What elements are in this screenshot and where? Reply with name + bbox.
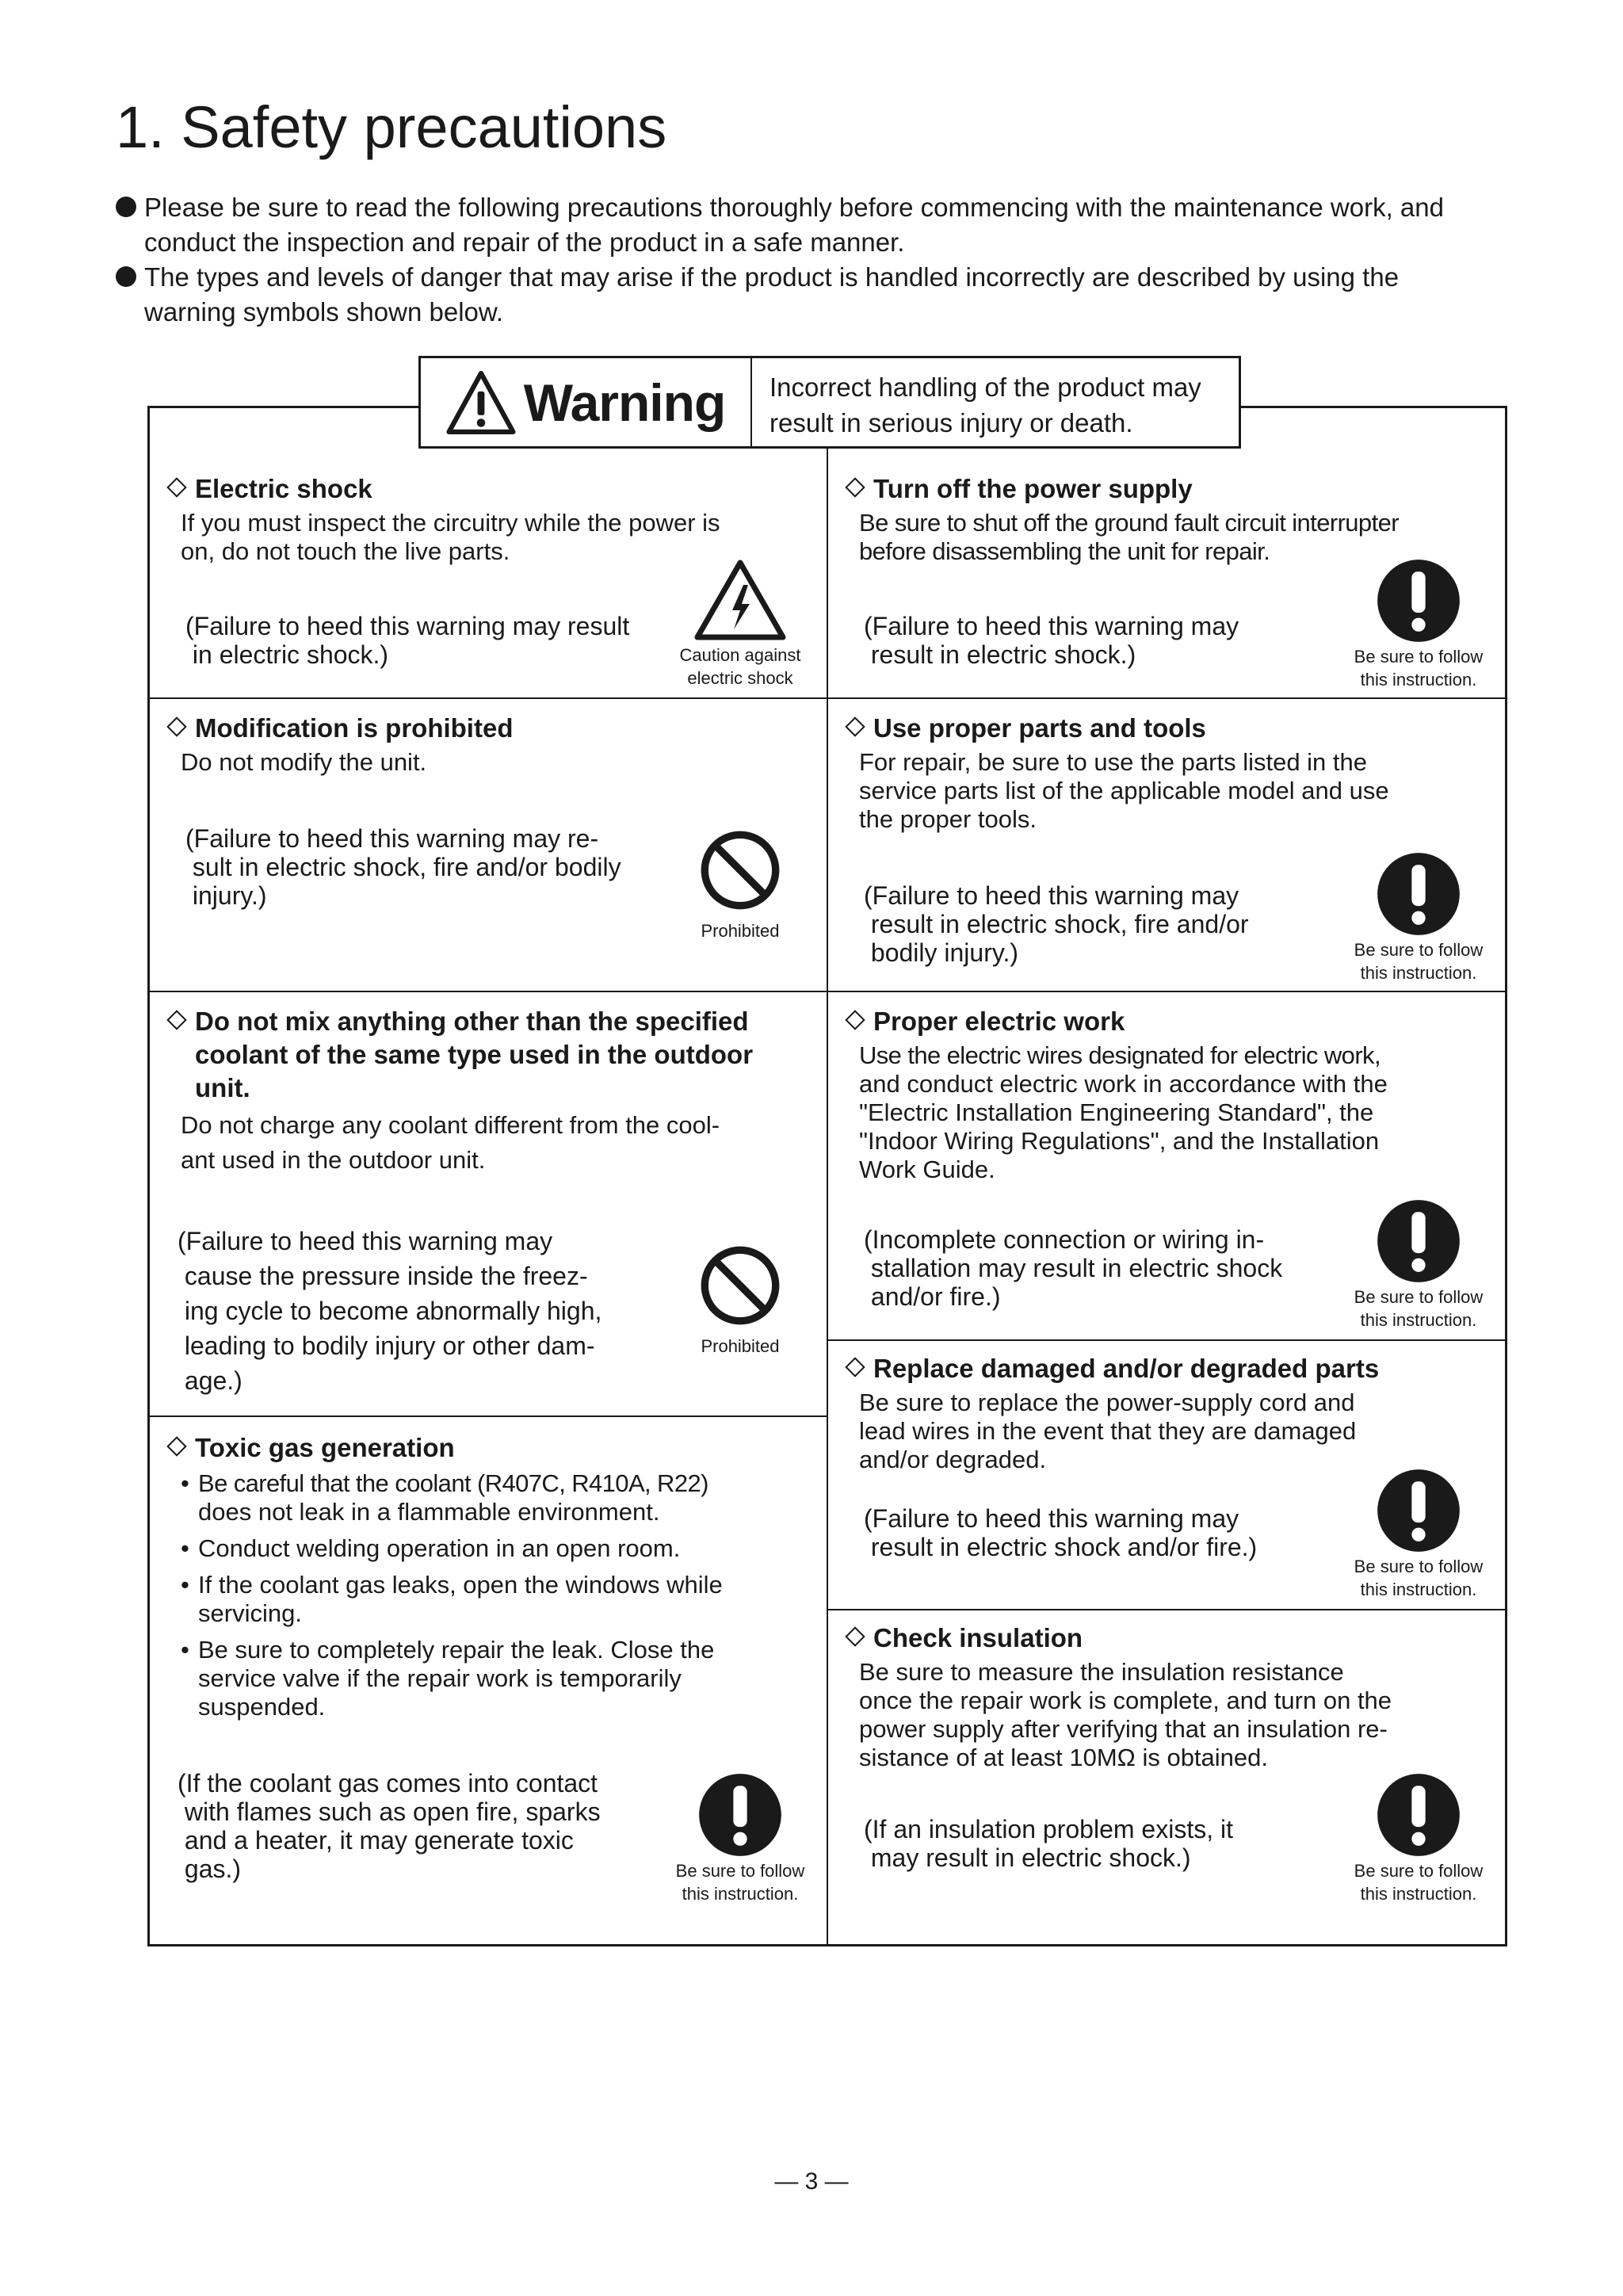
diamond-icon <box>845 716 865 736</box>
diamond-icon <box>845 1010 865 1030</box>
row-divider <box>149 991 1506 992</box>
cell-note: (Failure to heed this warning may result in electric shock.) <box>185 612 630 669</box>
cell-check-insulation: Check insulation Be sure to measure the insulation resistance once the repair work is complete, and turn on the power supply after verifying that an insulation re- sistance of at least 10MΩ is obtained. <box>845 1622 1495 1772</box>
column-divider <box>827 408 828 1944</box>
warning-triangle-icon <box>446 370 516 435</box>
warning-label <box>421 358 752 446</box>
list-item: • Be sure to completely repair the leak. Close the service valve if the repair work is temporarily suspended. <box>181 1636 800 1721</box>
exclamation-circle-icon <box>1376 851 1461 937</box>
list-item: • If the coolant gas leaks, open the windows while servicing. <box>181 1571 800 1628</box>
diamond-icon <box>845 1357 865 1377</box>
cell-note: (If the coolant gas comes into contact with flames such as open fire, sparks and a heater, it may generate toxic gas.) <box>178 1769 601 1883</box>
cell-electric-shock: Electric shock If you must inspect the circuitry while the power is on, do not touch the live parts. <box>166 472 800 566</box>
cell-note: (Failure to heed this warning may re- sult in electric shock, fire and/or bodily injury.) <box>185 824 621 910</box>
warning-word: Warning <box>523 372 726 432</box>
intro-item: The types and levels of danger that may arise if the product is handled incorrectly are described by using the warning symbols shown below. <box>116 260 1510 330</box>
mandatory-symbol: Be sure to follow this instruction. <box>1339 1468 1498 1601</box>
diamond-icon <box>845 1626 865 1646</box>
page-number: — 3 — <box>774 2168 849 2195</box>
cell-note: (Failure to heed this warning may result in electric shock, fire and/or bodily injury.) <box>864 881 1249 967</box>
diamond-icon <box>845 477 865 497</box>
bullet-dot-icon <box>116 197 136 217</box>
mandatory-symbol: Be sure to follow this instruction. <box>1339 1198 1498 1331</box>
mandatory-symbol: Be sure to follow this instruction. <box>1339 558 1498 691</box>
row-divider <box>149 1415 827 1417</box>
cell-coolant: Do not mix anything other than the specified coolant of the same type used in the outdoor unit. Do not charge any coolant different from the cool- ant used in the outdoor unit. <box>166 1005 800 1178</box>
list-item: • Be careful that the coolant (R407C, R410A, R22) does not leak in a flammable environment. <box>181 1469 800 1526</box>
cell-note: (If an insulation problem exists, it may result in electric shock.) <box>864 1815 1233 1872</box>
cell-note: (Failure to heed this warning may cause the pressure inside the freez- ing cycle to become abnormally high, leading to bodily injury or other dam- age.) <box>178 1227 602 1395</box>
exclamation-circle-icon <box>1376 1468 1461 1553</box>
page-title: 1. Safety precautions <box>116 94 667 160</box>
diamond-icon <box>166 1010 186 1030</box>
exclamation-circle-icon <box>697 1772 783 1858</box>
mandatory-symbol: Be sure to follow this instruction. <box>1339 1772 1498 1905</box>
diamond-icon <box>166 477 186 497</box>
cell-turn-off-power: Turn off the power supply Be sure to shut off the ground fault circuit interrupter before disassembling the unit for repair. <box>845 472 1495 566</box>
exclamation-circle-icon <box>1376 1772 1461 1858</box>
intro-item: Please be sure to read the following precautions thoroughly before commencing with the maintenance work, and conduct the inspection and repair of the product in a safe manner. <box>116 190 1510 260</box>
diamond-icon <box>166 1436 186 1456</box>
prohibited-symbol: Prohibited <box>677 829 804 942</box>
prohibited-icon <box>699 829 781 911</box>
mandatory-symbol: Be sure to follow this instruction. <box>661 1772 819 1905</box>
cell-note: (Failure to heed this warning may result in electric shock.) <box>864 612 1239 669</box>
cell-replace-parts: Replace damaged and/or degraded parts Be sure to replace the power-supply cord and lead wires in the event that they are damaged and/or degraded. <box>845 1352 1495 1474</box>
row-divider <box>827 1609 1506 1610</box>
cell-note: (Failure to heed this warning may result in electric shock and/or fire.) <box>864 1504 1258 1561</box>
warning-description: Incorrect handling of the product may result in serious injury or death. <box>769 372 1201 437</box>
row-divider <box>827 1339 1506 1341</box>
electric-shock-icon <box>693 558 788 642</box>
diamond-icon <box>166 716 186 736</box>
cell-modification-prohibited: Modification is prohibited Do not modify the unit. <box>166 712 800 777</box>
toxic-gas-bullets <box>166 1469 800 1721</box>
caution-electric-symbol: Caution against electric shock <box>669 558 812 690</box>
bullet-dot-icon <box>116 266 136 287</box>
list-item: • Conduct welding operation in an open room. <box>181 1534 800 1563</box>
warning-banner <box>418 356 1241 449</box>
exclamation-circle-icon <box>1376 558 1461 644</box>
mandatory-symbol: Be sure to follow this instruction. <box>1339 851 1498 984</box>
intro-list <box>116 190 1510 330</box>
cell-toxic-gas: Toxic gas generation • Be careful that the coolant (R407C, R410A, R22) does not leak in a flammable environment. • Conduct welding operation in an open room. • If the coolant gas leaks, open the windows while servicing. • Be sure to completely repair the leak. Close the service valve if the repair work is temporarily suspended. <box>166 1431 800 1729</box>
row-divider <box>149 697 1506 699</box>
exclamation-circle-icon <box>1376 1198 1461 1284</box>
prohibited-icon <box>699 1244 781 1327</box>
cell-proper-parts: Use proper parts and tools For repair, be sure to use the parts listed in the service parts list of the applicable model and use the proper tools. <box>845 712 1495 834</box>
cell-note: (Incomplete connection or wiring in- stallation may result in electric shock and/or fire.) <box>864 1225 1283 1311</box>
cell-electric-work: Proper electric work Use the electric wires designated for electric work, and conduct electric work in accordance with the "Electric Installation Engineering Standard", the "Indoor Wiring Regulations", and the Installation Work Guide. <box>845 1005 1495 1184</box>
prohibited-symbol: Prohibited <box>677 1244 804 1358</box>
